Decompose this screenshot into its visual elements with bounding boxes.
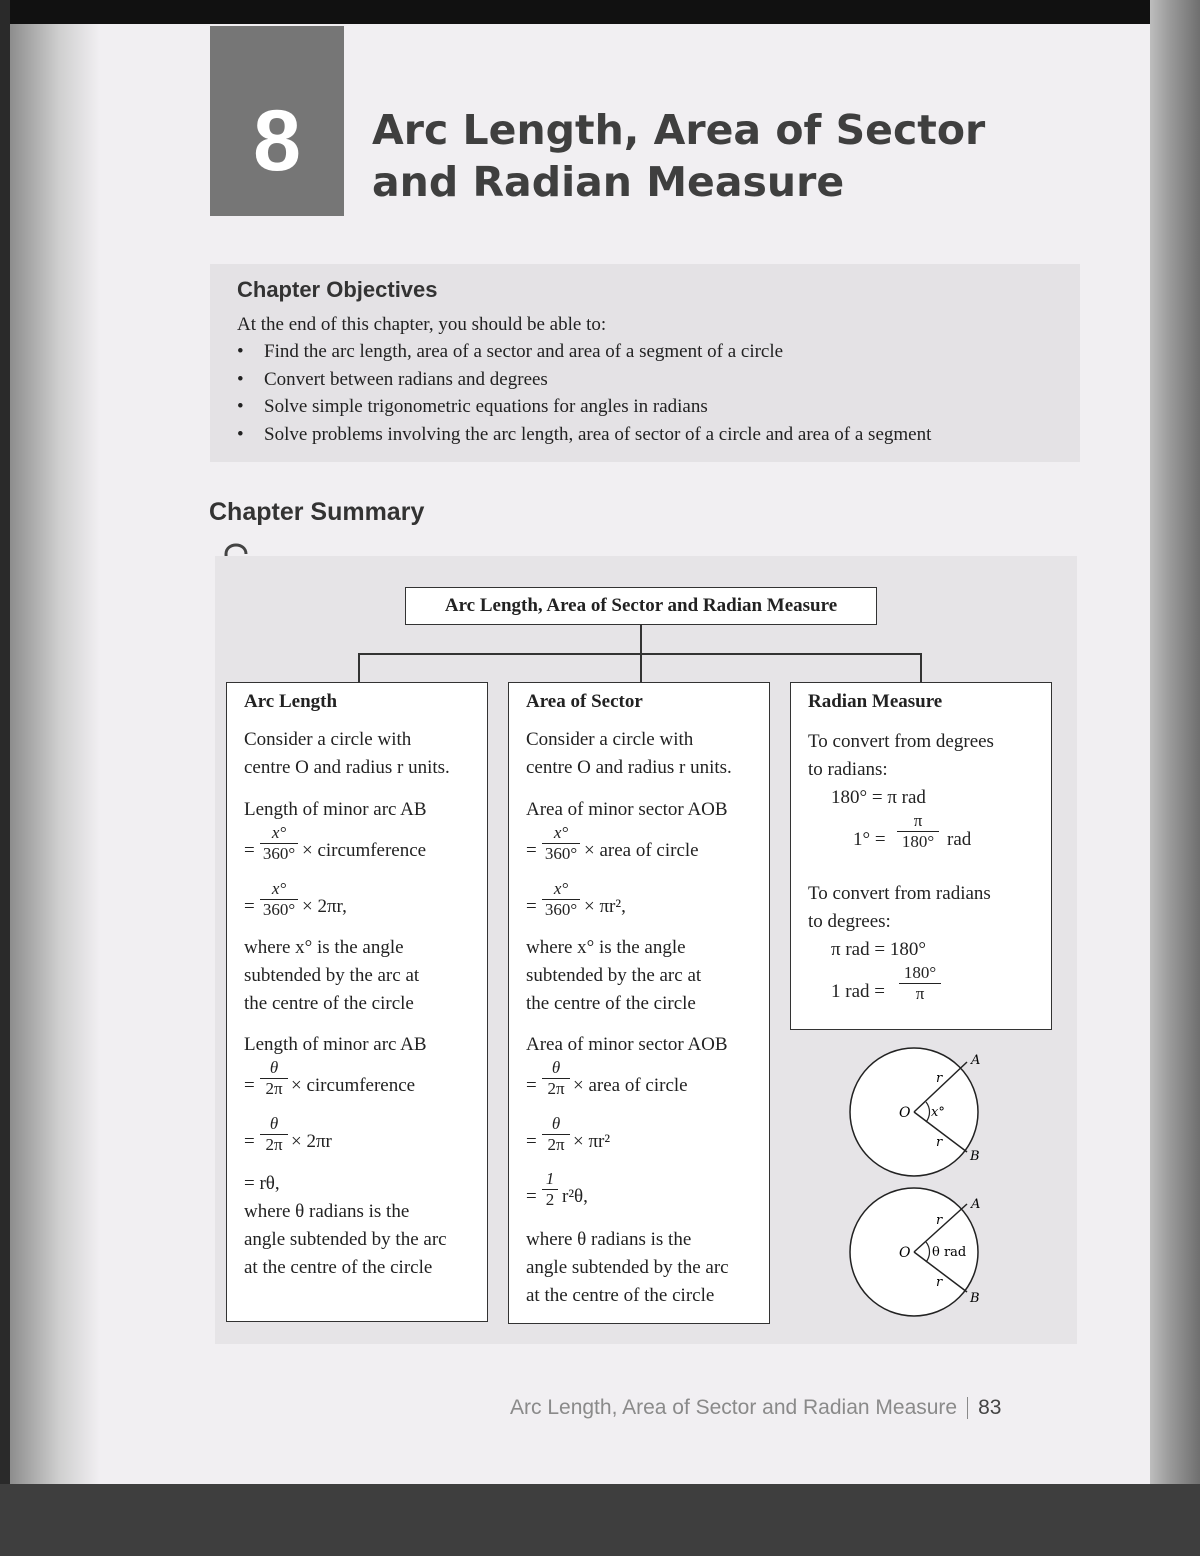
equals-sign: = <box>244 1075 255 1096</box>
label-r: r <box>936 1135 943 1150</box>
arc-length-text: centre O and radius r units. <box>244 757 450 778</box>
page-number: 83 <box>978 1396 1002 1419</box>
fraction <box>542 823 580 864</box>
arc-length-text: Length of minor arc AB <box>244 1034 427 1055</box>
fraction <box>542 1114 570 1155</box>
denominator: 360° <box>542 843 580 864</box>
objectives-list <box>237 341 931 451</box>
angle-label: θ rad <box>932 1245 967 1260</box>
numerator: θ <box>269 1114 279 1133</box>
fraction <box>542 879 580 920</box>
area-of-sector-text: at the centre of the circle <box>526 1285 715 1306</box>
numerator: 1 <box>545 1169 555 1188</box>
arc-length-text: × 2πr <box>291 1131 332 1152</box>
objective-item: • Convert between radians and degrees <box>237 369 931 397</box>
circle-diagram-degrees <box>842 1042 1002 1182</box>
denominator: 360° <box>542 899 580 920</box>
arc-length-heading: Arc Length <box>244 691 338 712</box>
equals-sign: = <box>526 840 537 861</box>
objectives-heading: Chapter Objectives <box>237 277 438 302</box>
objective-item: • Find the arc length, area of a sector and area of a segment of a circle <box>237 341 931 369</box>
radian-measure-text: rad <box>947 829 972 850</box>
label-b: B <box>970 1149 980 1164</box>
numerator: x° <box>553 879 569 898</box>
numerator: 180° <box>903 963 937 982</box>
numerator: θ <box>551 1114 561 1133</box>
arc-length-text: subtended by the arc at <box>244 965 420 986</box>
arc-length-text: × 2πr, <box>302 896 347 917</box>
fraction <box>260 823 298 864</box>
area-of-sector-text: × πr² <box>573 1131 611 1152</box>
area-of-sector-text: × area of circle <box>584 840 699 861</box>
denominator: π <box>899 983 941 1004</box>
equals-sign: = <box>244 1131 255 1152</box>
numerator: θ <box>551 1058 561 1077</box>
label-r: r <box>936 1071 943 1086</box>
radian-measure-text: π rad = 180° <box>831 939 926 960</box>
area-of-sector-text: where x° is the angle <box>526 937 686 958</box>
area-of-sector-text: Area of minor sector AOB <box>526 799 728 820</box>
denominator: 2 <box>542 1189 558 1210</box>
label-a: A <box>971 1053 981 1068</box>
area-of-sector-text: × πr², <box>584 896 626 917</box>
area-of-sector-text: the centre of the circle <box>526 993 696 1014</box>
numerator: θ <box>269 1058 279 1077</box>
equals-sign: = <box>526 1131 537 1152</box>
circle-diagram-radians <box>842 1184 1002 1324</box>
bottom-scan-border <box>0 1484 1200 1556</box>
objectives-intro: At the end of this chapter, you should be able to: <box>237 314 607 335</box>
chapter-title-line2: and Radian Measure <box>372 158 845 206</box>
page-footer <box>510 1396 1001 1420</box>
area-of-sector-text: × area of circle <box>573 1075 688 1096</box>
radian-measure-text: 180° = π rad <box>831 787 926 808</box>
radian-measure-text: 1 rad = <box>831 981 885 1002</box>
radian-measure-box <box>790 682 1052 1030</box>
right-scan-border <box>1150 0 1200 1556</box>
label-b: B <box>970 1291 980 1306</box>
area-of-sector-text: centre O and radius r units. <box>526 757 732 778</box>
denominator: 2π <box>542 1078 570 1099</box>
area-of-sector-text: r²θ, <box>562 1186 588 1207</box>
arc-length-text: × circumference <box>302 840 427 861</box>
denominator: 2π <box>260 1078 288 1099</box>
equals-sign: = <box>526 1186 537 1207</box>
connector-line <box>640 653 642 683</box>
area-of-sector-text: Consider a circle with <box>526 729 694 750</box>
area-of-sector-text: subtended by the arc at <box>526 965 702 986</box>
arc-length-box <box>226 682 488 1322</box>
area-of-sector-box <box>508 682 770 1324</box>
area-of-sector-text: Area of minor sector AOB <box>526 1034 728 1055</box>
denominator: 180° <box>897 831 939 852</box>
equals-sign: = <box>244 896 255 917</box>
chapter-title <box>372 104 985 208</box>
top-scan-border <box>0 0 1200 24</box>
numerator: x° <box>271 879 287 898</box>
denominator: 2π <box>542 1134 570 1155</box>
fraction <box>899 963 941 1004</box>
area-of-sector-text: where θ radians is the <box>526 1229 692 1250</box>
fraction <box>260 879 298 920</box>
angle-label: x° <box>931 1105 945 1120</box>
arc-length-text: = rθ, <box>244 1173 280 1194</box>
denominator: 360° <box>260 843 298 864</box>
radian-measure-text: To convert from radians <box>808 883 991 904</box>
fraction <box>542 1169 558 1210</box>
denominator: 360° <box>260 899 298 920</box>
arc-length-text: angle subtended by the arc <box>244 1229 447 1250</box>
connector-line <box>920 653 922 683</box>
numerator: x° <box>271 823 287 842</box>
connector-line <box>358 653 360 683</box>
radian-measure-text: 1° = <box>853 829 886 850</box>
fraction <box>260 1114 288 1155</box>
numerator: π <box>913 811 923 830</box>
fraction <box>542 1058 570 1099</box>
radian-measure-heading: Radian Measure <box>808 691 943 712</box>
chapter-number: 8 <box>210 26 344 216</box>
concept-map-root: Arc Length, Area of Sector and Radian Measure <box>405 587 877 625</box>
arc-length-text: at the centre of the circle <box>244 1257 433 1278</box>
page-spine-shadow <box>10 24 100 1484</box>
label-o: O <box>899 1105 911 1121</box>
summary-heading: Chapter Summary <box>209 498 425 526</box>
arc-length-text: where x° is the angle <box>244 937 404 958</box>
footer-separator <box>967 1397 968 1419</box>
radian-measure-text: To convert from degrees <box>808 731 994 752</box>
footer-title: Arc Length, Area of Sector and Radian Measure <box>510 1396 958 1419</box>
chapter-objectives-box <box>210 264 1080 462</box>
fraction <box>260 1058 288 1099</box>
label-r: r <box>936 1213 943 1228</box>
chapter-title-line1: Arc Length, Area of Sector <box>372 106 986 154</box>
book-page <box>10 24 1150 1484</box>
equals-sign: = <box>244 840 255 861</box>
area-of-sector-heading: Area of Sector <box>526 691 643 712</box>
numerator: x° <box>553 823 569 842</box>
area-of-sector-text: angle subtended by the arc <box>526 1257 729 1278</box>
objective-item: • Solve problems involving the arc length, area of sector of a circle and area of a segment <box>237 424 931 452</box>
arc-length-text: the centre of the circle <box>244 993 414 1014</box>
arc-length-text: Length of minor arc AB <box>244 799 427 820</box>
arc-length-text: × circumference <box>291 1075 416 1096</box>
fraction <box>897 811 939 852</box>
arc-length-text: where θ radians is the <box>244 1201 410 1222</box>
denominator: 2π <box>260 1134 288 1155</box>
label-a: A <box>971 1197 981 1212</box>
arc-length-text: Consider a circle with <box>244 729 412 750</box>
equals-sign: = <box>526 1075 537 1096</box>
label-o: O <box>899 1245 911 1261</box>
radian-measure-text: to degrees: <box>808 911 891 932</box>
radian-measure-text: to radians: <box>808 759 888 780</box>
label-r: r <box>936 1275 943 1290</box>
connector-line <box>640 624 642 654</box>
objective-item: • Solve simple trigonometric equations for angles in radians <box>237 396 931 424</box>
left-scan-border <box>0 0 10 1556</box>
equals-sign: = <box>526 896 537 917</box>
